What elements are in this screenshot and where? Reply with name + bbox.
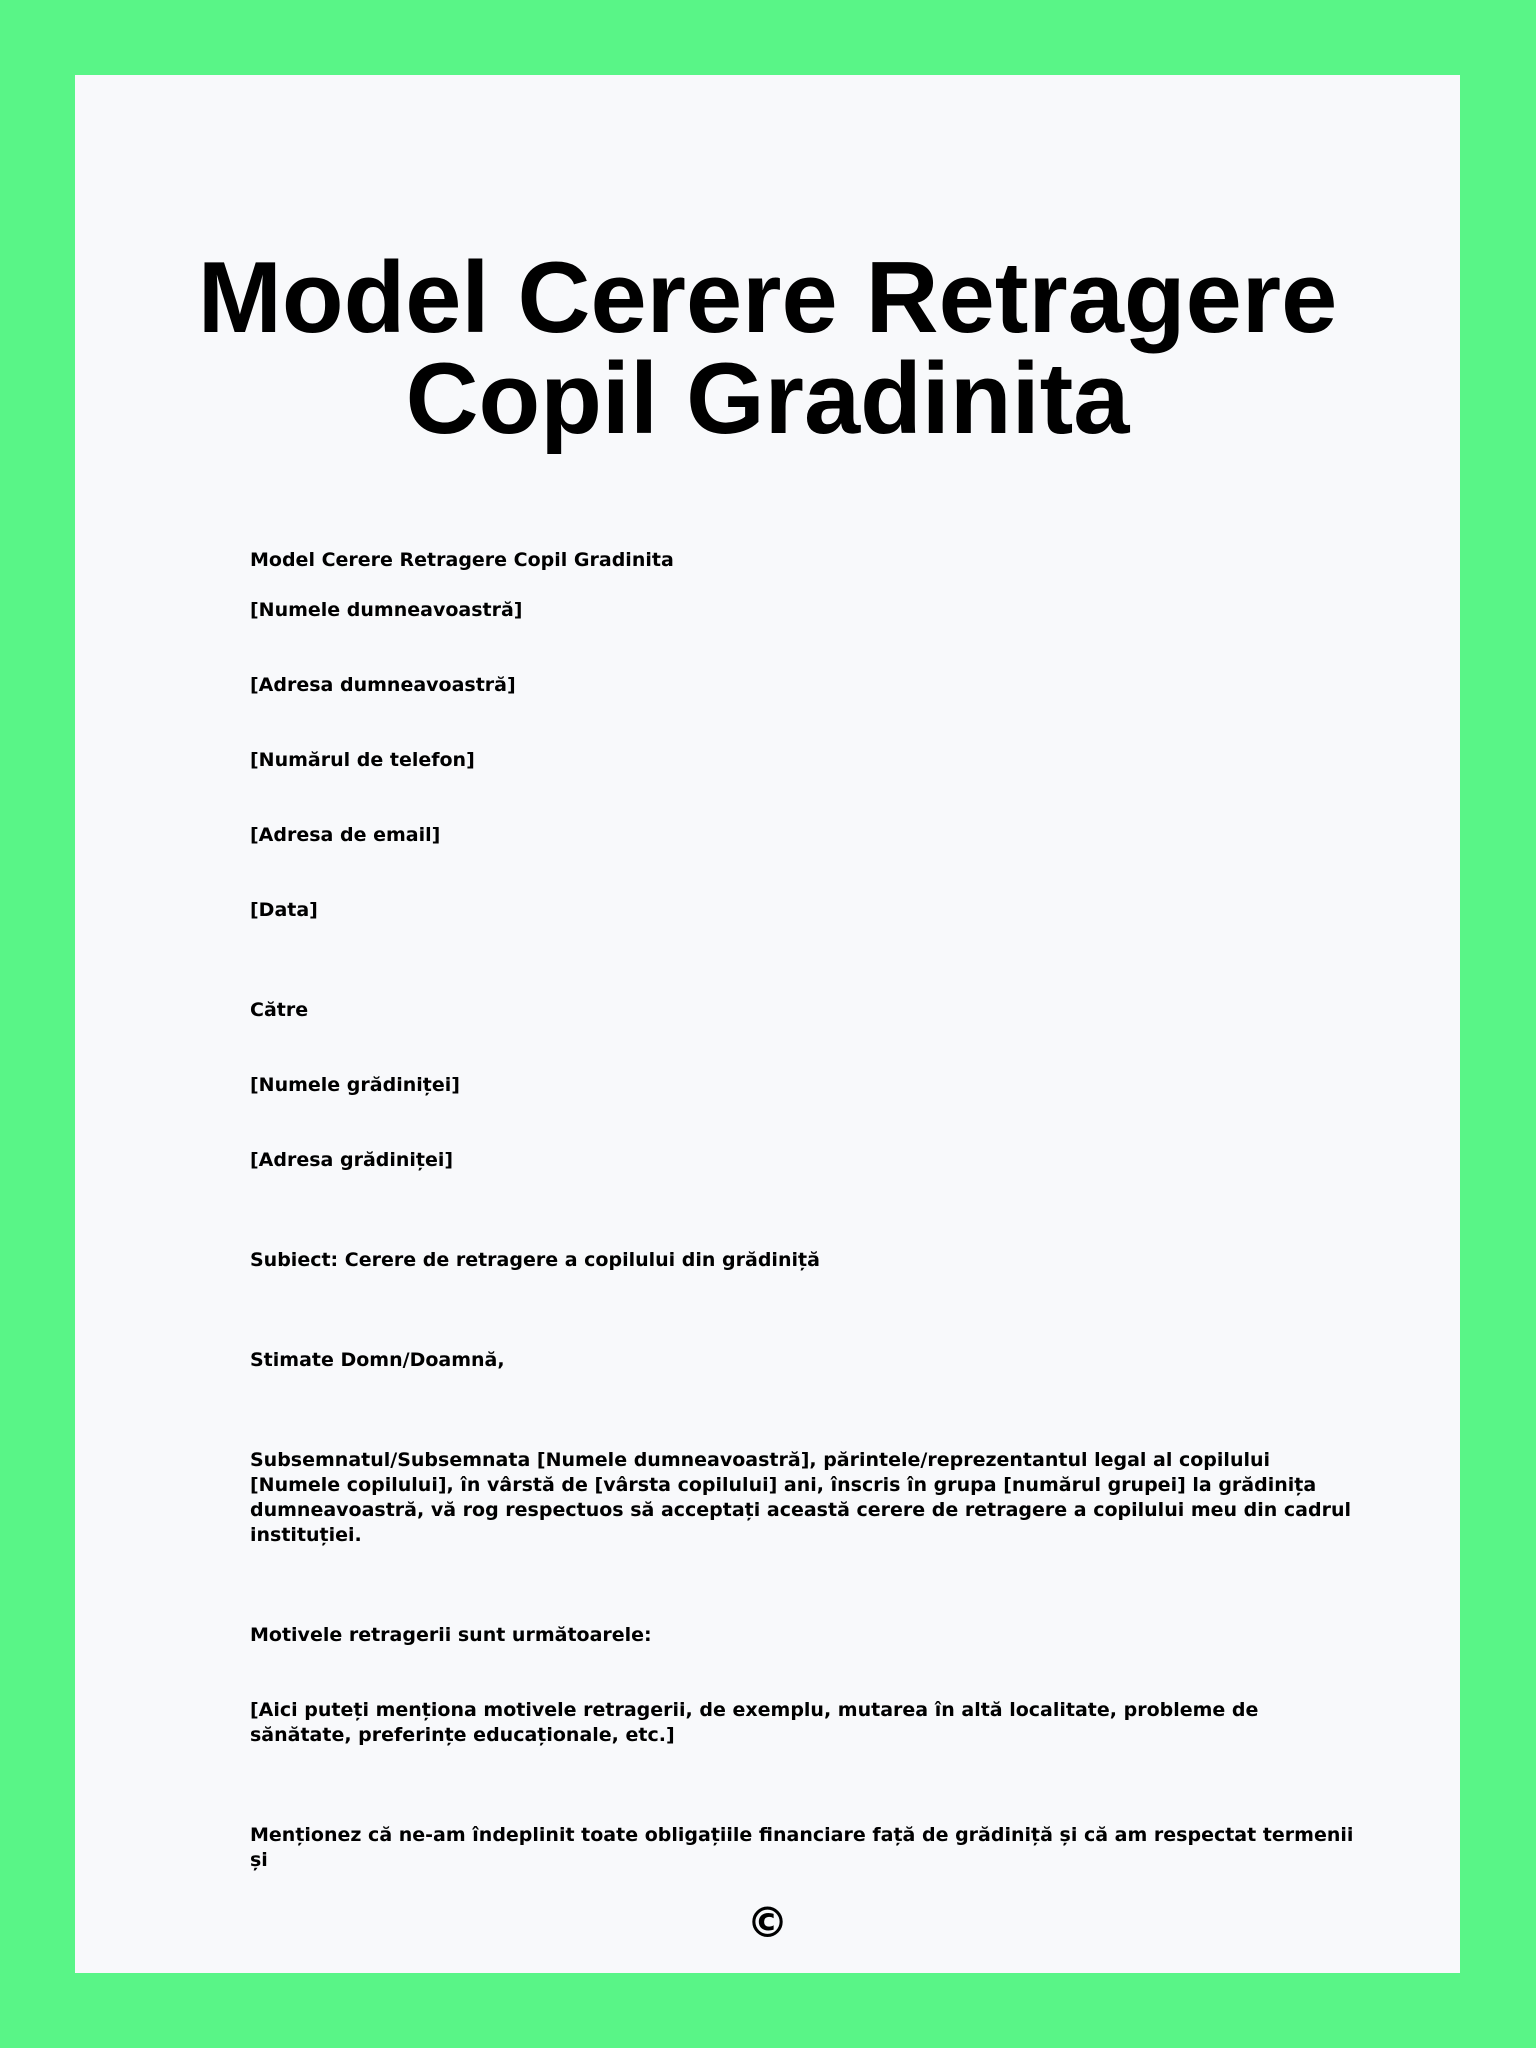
document-heading: Model Cerere Retragere Copil Gradinita bbox=[250, 549, 674, 571]
letter-paragraph-obligations: Menționez că ne-am îndeplinit toate obligațiile financiare față de grădiniță și că am respectat termenii și bbox=[250, 1824, 1354, 1871]
document-body bbox=[250, 548, 1360, 1873]
recipient-label: Către bbox=[250, 999, 309, 1021]
sender-name: [Numele dumneavoastră] bbox=[250, 599, 523, 621]
reasons-intro: Motivele retragerii sunt următoarele: bbox=[250, 1624, 652, 1646]
document-page bbox=[75, 75, 1460, 1973]
document-title-line-1: Model Cerere Retragere bbox=[197, 242, 1338, 354]
letter-date: [Data] bbox=[250, 899, 318, 921]
letter-paragraph-request: Subsemnatul/Subsemnata [Numele dumneavoastră], părintele/reprezentantul legal al copilului [Numele copilului], în vârstă de [vârsta copilului] ani, înscris în grupa [numărul grupei] la grădinița dumneavoastră, vă rog respectuos să acceptați această cerere de retragere a copilului meu din cadrul instituției. bbox=[250, 1449, 1352, 1546]
document-title-line-2: Copil Gradinita bbox=[405, 343, 1130, 455]
recipient-name: [Numele grădiniței] bbox=[250, 1074, 460, 1096]
sender-phone: [Numărul de telefon] bbox=[250, 749, 475, 771]
letter-subject: Subiect: Cerere de retragere a copilului din grădiniță bbox=[250, 1249, 820, 1271]
copyright-icon: © bbox=[746, 1898, 789, 1947]
reasons-placeholder: [Aici puteți menționa motivele retragerii, de exemplu, mutarea în altă localitate, probleme de sănătate, preferințe educaționale, etc.] bbox=[250, 1699, 1259, 1746]
sender-email: [Adresa de email] bbox=[250, 824, 441, 846]
sender-address: [Adresa dumneavoastră] bbox=[250, 674, 516, 696]
recipient-address: [Adresa grădiniței] bbox=[250, 1149, 454, 1171]
letter-salutation: Stimate Domn/Doamnă, bbox=[250, 1349, 505, 1371]
document-title bbox=[75, 242, 1460, 455]
